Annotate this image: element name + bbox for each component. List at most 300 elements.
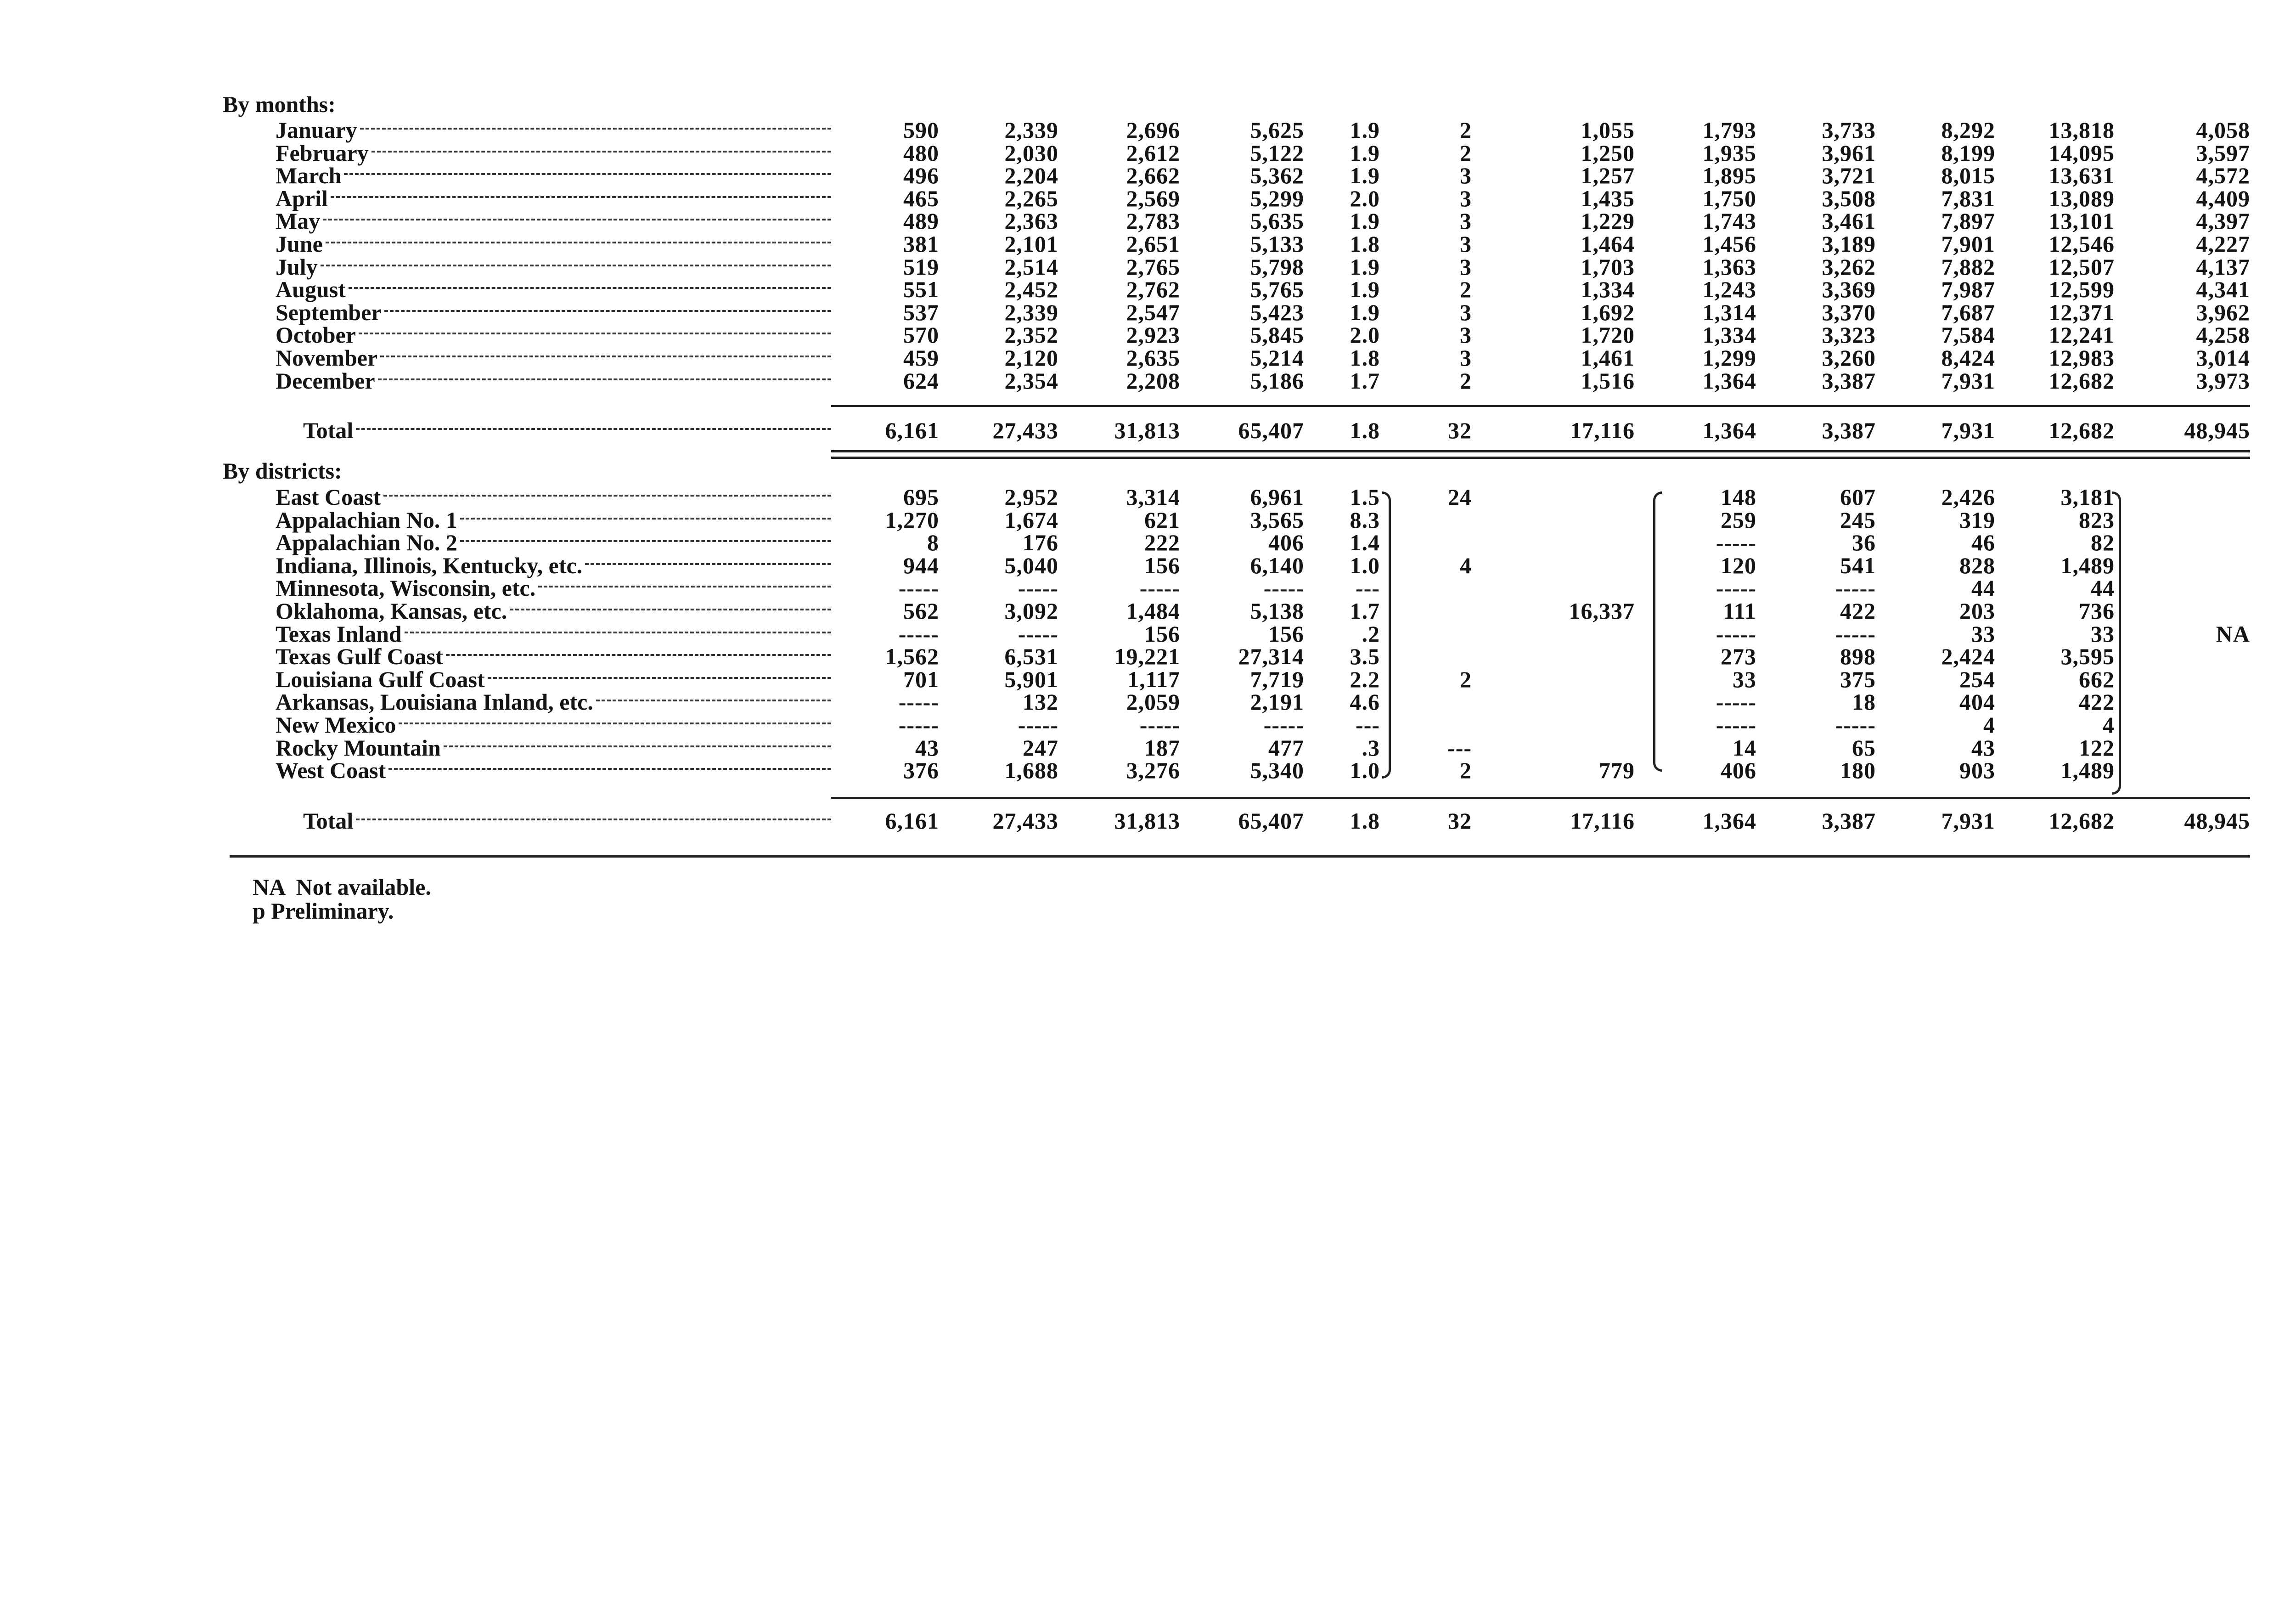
table-cell: 1,484 — [1126, 598, 1180, 624]
table-cell: 477 — [1268, 734, 1304, 761]
table-cell: 1,363 — [1702, 254, 1756, 280]
table-cell: 2,612 — [1126, 140, 1180, 166]
months-heading: By months: — [223, 91, 336, 117]
table-cell: 44 — [1971, 575, 1995, 601]
table-cell: 3,387 — [1822, 418, 1876, 443]
table-cell: 624 — [903, 367, 939, 394]
rule-below-months-total-1 — [831, 450, 2250, 452]
table-cell: 32 — [1448, 808, 1472, 834]
table-cell: 1,489 — [2060, 757, 2115, 784]
table-cell: 3,014 — [2196, 345, 2250, 371]
table-cell: 13,631 — [2048, 163, 2115, 189]
table-cell: 7,719 — [1250, 666, 1304, 692]
table-cell: 5,122 — [1250, 140, 1304, 166]
table-cell: 48,945 — [2184, 418, 2250, 443]
table-cell: ----- — [898, 689, 939, 715]
table-cell: 1,935 — [1702, 140, 1756, 166]
table-cell: 3,370 — [1822, 299, 1876, 325]
table-cell: 375 — [1840, 666, 1876, 692]
table-cell: 2,452 — [1004, 277, 1058, 303]
table-cell: 1,692 — [1581, 299, 1635, 325]
table-cell: 2.0 — [1350, 322, 1380, 348]
table-cell: 422 — [1840, 598, 1876, 624]
table-cell: 1.9 — [1350, 254, 1380, 280]
table-cell: 7,687 — [1941, 299, 1995, 325]
table-cell: 122 — [2079, 734, 2115, 761]
table-cell: 3,973 — [2196, 367, 2250, 394]
table-cell: 5,765 — [1250, 277, 1304, 303]
table-cell: 1,489 — [2060, 552, 2115, 578]
table-cell: 3 — [1460, 345, 1472, 371]
table-cell: 422 — [2079, 689, 2115, 715]
table-cell: 1.7 — [1350, 367, 1380, 394]
table-cell: 2,208 — [1126, 367, 1180, 394]
table-cell: 33 — [1733, 666, 1756, 692]
table-cell: 3,387 — [1822, 367, 1876, 394]
table-cell: 1,314 — [1702, 299, 1756, 325]
table-cell: 5,798 — [1250, 254, 1304, 280]
table-cell: 1,562 — [885, 644, 939, 670]
table-cell: 5,845 — [1250, 322, 1304, 348]
table-cell: 7,897 — [1941, 208, 1995, 234]
table-cell: 1.0 — [1350, 757, 1380, 784]
table-cell: ----- — [1716, 530, 1756, 556]
table-cell: 222 — [1144, 530, 1180, 556]
table-cell: 14 — [1733, 734, 1756, 761]
table-cell: 46 — [1971, 530, 1995, 556]
table-cell: 43 — [1971, 734, 1995, 761]
table-cell: 8,199 — [1941, 140, 1995, 166]
dot-leader — [360, 125, 831, 130]
table-cell: .3 — [1362, 734, 1380, 761]
dot-leader — [323, 216, 831, 220]
table-cell: 14,095 — [2048, 140, 2115, 166]
table-cell: 3,387 — [1822, 808, 1876, 834]
dot-leader — [371, 148, 831, 152]
table-cell: 2,569 — [1126, 185, 1180, 211]
table-cell: 247 — [1023, 734, 1058, 761]
table-cell: ----- — [1018, 712, 1058, 738]
table-cell: 273 — [1721, 644, 1756, 670]
table-cell: 17,116 — [1570, 418, 1635, 443]
rule-bottom — [230, 855, 2250, 858]
table-cell: 3,262 — [1822, 254, 1876, 280]
table-cell: 3.5 — [1350, 644, 1380, 670]
table-cell: 3,597 — [2196, 140, 2250, 166]
table-cell: 4,058 — [2196, 117, 2250, 143]
dot-leader — [585, 560, 831, 565]
row-label: Arkansas, Louisiana Inland, etc. — [276, 689, 593, 715]
table-cell: 4 — [1983, 712, 1995, 738]
table-cell: 7,831 — [1941, 185, 1995, 211]
table-cell: 19,221 — [1114, 644, 1180, 670]
table-cell: 1,243 — [1702, 277, 1756, 303]
table-cell: 1,456 — [1702, 231, 1756, 257]
table-cell: 8,292 — [1941, 117, 1995, 143]
table-cell: 12,682 — [2048, 808, 2115, 834]
table-cell: 1,334 — [1702, 322, 1756, 348]
rule-above-districts-total — [831, 797, 2250, 799]
table-cell: ----- — [1835, 621, 1876, 647]
table-cell: 5,299 — [1250, 185, 1304, 211]
table-cell: 3,369 — [1822, 277, 1876, 303]
table-cell: .2 — [1362, 621, 1380, 647]
table-cell: 319 — [1959, 507, 1995, 533]
table-cell: 459 — [903, 345, 939, 371]
table-cell: 1,250 — [1581, 140, 1635, 166]
table-cell: 13,818 — [2048, 117, 2115, 143]
table-cell: 2,765 — [1126, 254, 1180, 280]
table-cell: 3,276 — [1126, 757, 1180, 784]
table-cell: 1.9 — [1350, 277, 1380, 303]
table-cell: 2,352 — [1004, 322, 1058, 348]
table-cell: 4.6 — [1350, 689, 1380, 715]
table-cell: 156 — [1144, 552, 1180, 578]
table-cell: 541 — [1840, 552, 1876, 578]
table-cell: 5,186 — [1250, 367, 1304, 394]
table-cell: 607 — [1840, 484, 1876, 510]
table-cell: 2,696 — [1126, 117, 1180, 143]
table-cell: 3,595 — [2060, 644, 2115, 670]
table-cell: 1.8 — [1350, 345, 1380, 371]
table-cell: 4 — [2103, 712, 2115, 738]
table-cell: 43 — [915, 734, 939, 761]
table-cell: 381 — [903, 231, 939, 257]
dot-leader — [488, 674, 831, 679]
table-cell: 5,362 — [1250, 163, 1304, 189]
table-cell: 3,323 — [1822, 322, 1876, 348]
row-label: Rocky Mountain — [276, 734, 441, 761]
table-cell: 2,204 — [1004, 163, 1058, 189]
table-cell: ----- — [1716, 689, 1756, 715]
dot-leader — [460, 515, 831, 519]
dot-leader — [349, 284, 831, 289]
table-cell: 489 — [903, 208, 939, 234]
table-cell: 7,931 — [1941, 367, 1995, 394]
table-cell: 2 — [1460, 277, 1472, 303]
table-cell: 1.8 — [1350, 231, 1380, 257]
table-cell: 1,435 — [1581, 185, 1635, 211]
row-label: February — [276, 140, 369, 166]
table-cell: ----- — [898, 621, 939, 647]
row-label: April — [276, 185, 328, 211]
table-cell: 1,364 — [1702, 367, 1756, 394]
row-label: Texas Inland — [276, 621, 402, 647]
dot-leader — [356, 425, 831, 430]
table-cell: 7,901 — [1941, 231, 1995, 257]
table-cell: 2,265 — [1004, 185, 1058, 211]
table-cell: 13,101 — [2048, 208, 2115, 234]
table-cell: 6,161 — [885, 418, 939, 443]
table-cell: 3 — [1460, 322, 1472, 348]
brace-ratio — [1382, 491, 1391, 779]
table-cell: 2,762 — [1126, 277, 1180, 303]
table-cell: 3,733 — [1822, 117, 1876, 143]
table-cell: 6,531 — [1004, 644, 1058, 670]
table-cell: 111 — [1723, 598, 1756, 624]
table-cell: 156 — [1268, 621, 1304, 647]
table-cell: ----- — [1263, 575, 1304, 601]
table-cell: 2 — [1460, 140, 1472, 166]
table-cell: 3,181 — [2060, 484, 2115, 510]
table-cell: 3 — [1460, 163, 1472, 189]
row-label: Total — [303, 808, 354, 834]
table-cell: 2,662 — [1126, 163, 1180, 189]
table-cell: 1,364 — [1702, 418, 1756, 443]
table-cell: --- — [1447, 734, 1472, 761]
table-cell: 779 — [1599, 757, 1635, 784]
row-label: Appalachian No. 2 — [276, 530, 457, 556]
table-cell: 621 — [1144, 507, 1180, 533]
table-cell: 82 — [2091, 530, 2115, 556]
table-cell: 2,426 — [1941, 484, 1995, 510]
table-cell: 4,258 — [2196, 322, 2250, 348]
table-cell: 24 — [1448, 484, 1472, 510]
table-cell: 898 — [1840, 644, 1876, 670]
table-cell: 5,625 — [1250, 117, 1304, 143]
row-label: Minnesota, Wisconsin, etc. — [276, 575, 536, 601]
table-cell: 551 — [903, 277, 939, 303]
table-cell: 12,507 — [2048, 254, 2115, 280]
table-cell: ----- — [1716, 712, 1756, 738]
table-cell: 4 — [1460, 552, 1472, 578]
table-cell: 1.8 — [1350, 418, 1380, 443]
dot-leader — [388, 765, 831, 770]
table-cell: 2,191 — [1250, 689, 1304, 715]
row-label: June — [276, 231, 323, 257]
table-cell: 187 — [1144, 734, 1180, 761]
row-label: Total — [303, 418, 354, 443]
table-cell: 2 — [1460, 757, 1472, 784]
table-cell: 203 — [1959, 598, 1995, 624]
dot-leader — [460, 537, 831, 542]
dot-leader — [326, 239, 831, 243]
table-cell: 1.9 — [1350, 117, 1380, 143]
dot-leader — [399, 720, 831, 724]
row-label: Louisiana Gulf Coast — [276, 666, 485, 692]
table-cell: 4,572 — [2196, 163, 2250, 189]
table-cell: 2 — [1460, 117, 1472, 143]
table-cell: 3,092 — [1004, 598, 1058, 624]
table-cell: 1,229 — [1581, 208, 1635, 234]
table-cell: 12,371 — [2048, 299, 2115, 325]
row-label: March — [276, 163, 342, 189]
table-cell: 7,584 — [1941, 322, 1995, 348]
table-cell: 406 — [1721, 757, 1756, 784]
table-cell: 27,433 — [992, 808, 1058, 834]
table-cell: 3,260 — [1822, 345, 1876, 371]
table-cell: 404 — [1959, 689, 1995, 715]
row-label: Oklahoma, Kansas, etc. — [276, 598, 507, 624]
table-cell: 1,364 — [1702, 808, 1756, 834]
table-cell: 44 — [2091, 575, 2115, 601]
table-cell: 8 — [927, 530, 939, 556]
table-cell: 5,340 — [1250, 757, 1304, 784]
table-cell: 1,743 — [1702, 208, 1756, 234]
table-cell: --- — [1356, 575, 1380, 601]
table-cell: 519 — [903, 254, 939, 280]
table-cell: 3 — [1460, 254, 1472, 280]
table-cell: 944 — [903, 552, 939, 578]
table-cell: 12,241 — [2048, 322, 2115, 348]
table-cell: 245 — [1840, 507, 1876, 533]
table-cell: 2,101 — [1004, 231, 1058, 257]
table-cell: 7,931 — [1941, 808, 1995, 834]
rule-below-months-total-2 — [831, 457, 2250, 459]
table-cell: ----- — [1018, 621, 1058, 647]
footnote-preliminary: p Preliminary. — [253, 898, 394, 924]
dot-leader — [405, 629, 831, 633]
brace-reserves-left — [1653, 491, 1662, 772]
table-cell: 2,339 — [1004, 299, 1058, 325]
table-cell: 2,783 — [1126, 208, 1180, 234]
table-cell: 1.5 — [1350, 484, 1380, 510]
table-cell: 31,813 — [1114, 418, 1180, 443]
table-cell: 2.0 — [1350, 185, 1380, 211]
row-label: August — [276, 277, 346, 303]
row-label: January — [276, 117, 357, 143]
dot-leader — [446, 651, 831, 656]
table-cell: 1,895 — [1702, 163, 1756, 189]
table-cell: --- — [1356, 712, 1380, 738]
table-cell: ----- — [1716, 575, 1756, 601]
table-cell: NA — [2216, 621, 2250, 647]
dot-leader — [380, 353, 831, 357]
table-cell: ----- — [898, 712, 939, 738]
table-cell: 13,089 — [2048, 185, 2115, 211]
table-cell: 1,270 — [885, 507, 939, 533]
table-cell: 2,059 — [1126, 689, 1180, 715]
dot-leader — [596, 697, 831, 701]
table-cell: 2,120 — [1004, 345, 1058, 371]
rule-above-months-total — [831, 405, 2250, 407]
table-cell: 1,516 — [1581, 367, 1635, 394]
table-cell: 17,116 — [1570, 808, 1635, 834]
table-cell: 27,433 — [992, 418, 1058, 443]
table-cell: ----- — [1018, 575, 1058, 601]
table-cell: 570 — [903, 322, 939, 348]
table-cell: 5,138 — [1250, 598, 1304, 624]
table-cell: 5,214 — [1250, 345, 1304, 371]
dot-leader — [344, 170, 831, 175]
dot-leader — [510, 606, 831, 610]
row-label: July — [276, 254, 318, 280]
table-cell: 1.9 — [1350, 208, 1380, 234]
table-cell: 1.4 — [1350, 530, 1380, 556]
table-cell: 1,055 — [1581, 117, 1635, 143]
table-cell: 1,334 — [1581, 277, 1635, 303]
table-cell: 1,793 — [1702, 117, 1756, 143]
table-cell: 5,901 — [1004, 666, 1058, 692]
table-cell: 2 — [1460, 367, 1472, 394]
row-label: East Coast — [276, 484, 381, 510]
dot-leader — [384, 307, 831, 312]
table-cell: 1,750 — [1702, 185, 1756, 211]
dot-leader — [378, 376, 831, 380]
table-cell: ----- — [1835, 575, 1876, 601]
dot-leader — [383, 492, 831, 497]
table-cell: 176 — [1023, 530, 1058, 556]
table-cell: 16,337 — [1569, 598, 1635, 624]
table-cell: 1.9 — [1350, 299, 1380, 325]
table-cell: 2,635 — [1126, 345, 1180, 371]
table-cell: 12,599 — [2048, 277, 2115, 303]
table-cell: 1,720 — [1581, 322, 1635, 348]
footnote-na: NA Not available. — [253, 874, 431, 900]
table-cell: 4,137 — [2196, 254, 2250, 280]
dot-leader — [356, 816, 831, 820]
table-cell: 3,962 — [2196, 299, 2250, 325]
table-cell: ----- — [1835, 712, 1876, 738]
table-cell: 6,140 — [1250, 552, 1304, 578]
table-cell: 8.3 — [1350, 507, 1380, 533]
table-cell: 12,682 — [2048, 418, 2115, 443]
table-cell: 465 — [903, 185, 939, 211]
table-cell: 1,464 — [1581, 231, 1635, 257]
table-cell: 4,341 — [2196, 277, 2250, 303]
table-cell: 7,931 — [1941, 418, 1995, 443]
table-cell: 3,314 — [1126, 484, 1180, 510]
row-label: West Coast — [276, 757, 386, 784]
row-label: May — [276, 208, 321, 234]
table-cell: 1.7 — [1350, 598, 1380, 624]
table-cell: 2,354 — [1004, 367, 1058, 394]
row-label: December — [276, 367, 375, 394]
dot-leader — [538, 583, 831, 587]
table-cell: ----- — [898, 575, 939, 601]
table-cell: 8,424 — [1941, 345, 1995, 371]
table-cell: 12,546 — [2048, 231, 2115, 257]
table-cell: ----- — [1139, 712, 1180, 738]
table-cell: 537 — [903, 299, 939, 325]
table-cell: 3,961 — [1822, 140, 1876, 166]
row-label: September — [276, 299, 382, 325]
row-label: October — [276, 322, 356, 348]
table-cell: 65,407 — [1238, 418, 1304, 443]
districts-heading: By districts: — [223, 458, 342, 484]
table-cell: 1,257 — [1581, 163, 1635, 189]
table-cell: 2,363 — [1004, 208, 1058, 234]
table-cell: 36 — [1852, 530, 1876, 556]
table-cell: 3,565 — [1250, 507, 1304, 533]
table-cell: 2,923 — [1126, 322, 1180, 348]
table-cell: 65 — [1852, 734, 1876, 761]
row-label: Indiana, Illinois, Kentucky, etc. — [276, 552, 583, 578]
table-cell: 4,227 — [2196, 231, 2250, 257]
table-cell: 1,674 — [1004, 507, 1058, 533]
brace-total-na — [2112, 491, 2121, 795]
table-cell: 7,987 — [1941, 277, 1995, 303]
table-cell: 903 — [1959, 757, 1995, 784]
table-cell: 1,461 — [1581, 345, 1635, 371]
table-cell: 736 — [2079, 598, 2115, 624]
table-cell: 254 — [1959, 666, 1995, 692]
table-cell: 376 — [903, 757, 939, 784]
table-cell: 5,133 — [1250, 231, 1304, 257]
table-cell: 1.8 — [1350, 808, 1380, 834]
table-cell: 3 — [1460, 185, 1472, 211]
table-cell: 180 — [1840, 757, 1876, 784]
dot-leader — [321, 262, 831, 266]
table-cell: 2,424 — [1941, 644, 1995, 670]
table-cell: 3 — [1460, 208, 1472, 234]
table-cell: 6,161 — [885, 808, 939, 834]
table-cell: 2,952 — [1004, 484, 1058, 510]
table-cell: 1.9 — [1350, 163, 1380, 189]
table-cell: 562 — [903, 598, 939, 624]
table-cell: 4,409 — [2196, 185, 2250, 211]
table-cell: 1,703 — [1581, 254, 1635, 280]
